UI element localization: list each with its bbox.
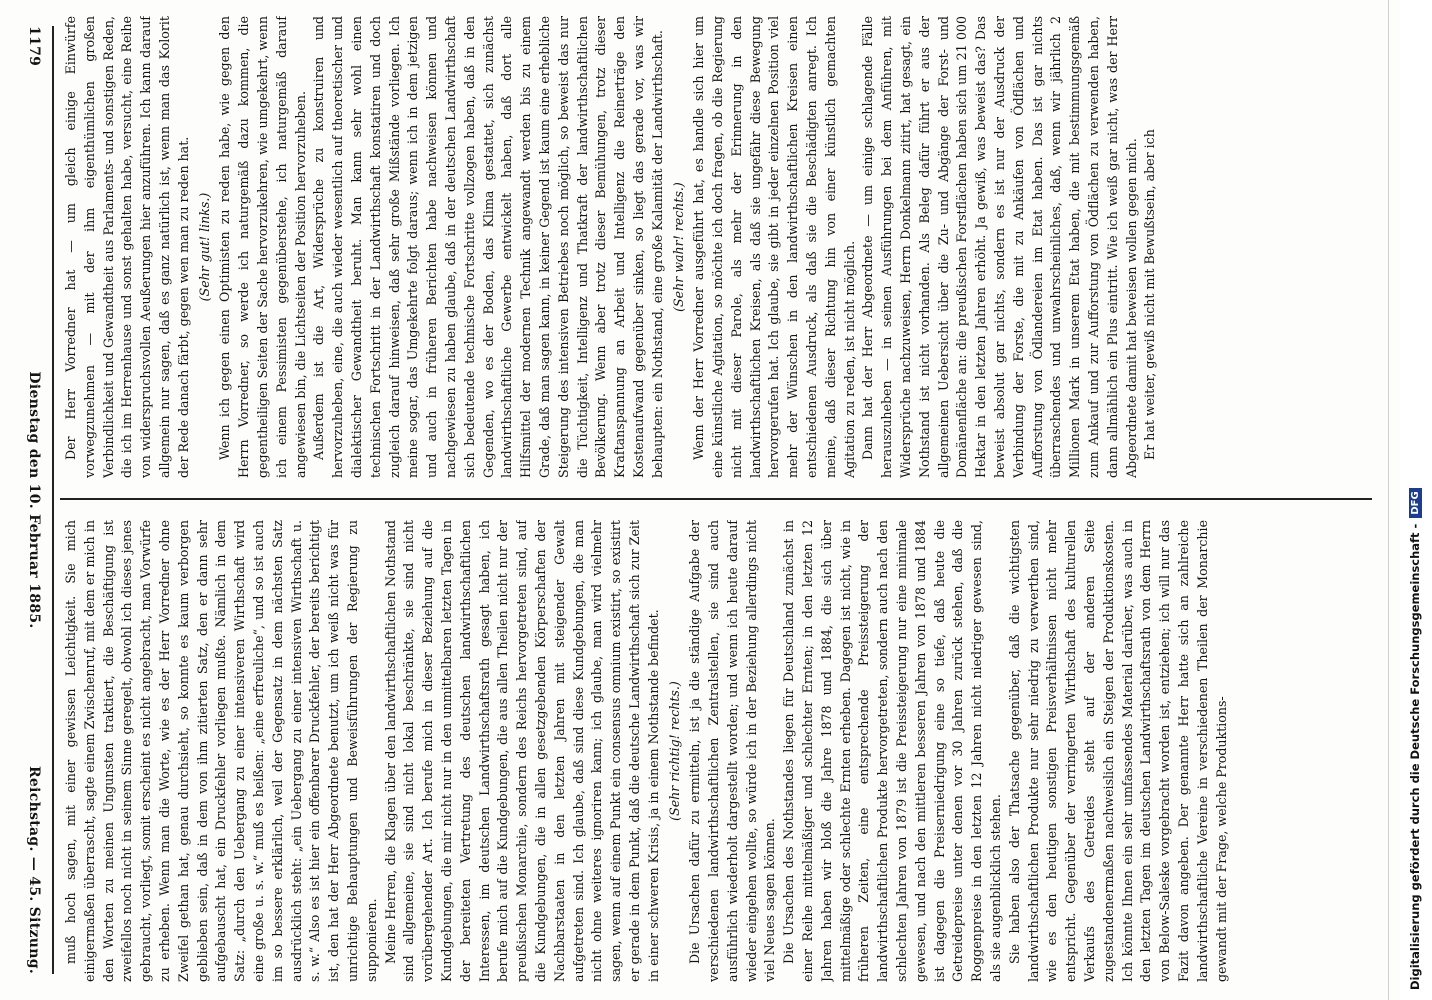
paragraph: Die Ursachen dafür zu ermitteln, ist ja die ständige Aufgabe der verschiedenen landwirthschaftlichen Zentralstellen, sie sind auch ausführlich wiederholt dargestellt worden; und wenn ich heute darauf wieder eingehen wollte, so würde ich in der Beziehung allerdings nicht viel Neues sagen können. (687, 520, 778, 982)
paragraph: Meine Herren, die Klagen über den landwirthschaftlichen Nothstand sind allgemeine, sie sind nicht lokal beschränkte, sie sind nicht vorübergehender Art. Ich berufe mich in dieser Beziehung auf die Kundgebungen, die mir nicht nur in den unmittelbaren letzten Tagen in der bereiteten Vertretung des deutschen landwirthschaftlichen Interessen, im deutschen Landwirthschaftsrath gesagt haben, ich berufe mich auf die Kundgebungen, die aus allen Theilen nicht nur der preußischen Monarchie, sondern des Reichs hervorgetreten sind, auf die Kundgebungen, die in allen gesetzgebenden Körperschaften der Nachbarstaaten in den letzten Jahren mit steigender Gewalt aufgetreten sind. Ich glaube, daß sind diese Kundgebungen, die man nicht ohne weiteres ignoriren kann; ich glaube, man wird vielmehr sagen, wenn auf einem Punkt ein consensus omnium existirt, so existirt er gerade in dem Punkt, daß die deutsche Landwirthschaft sich zur Zeit in einer schweren Krisis, ja in einem Nothstande befindet. (382, 520, 661, 982)
paragraph: Der Herr Vorredner hat — um gleich einige Einwürfe vorwegzunehmen — mit der ihm eigenthümlichen großen Verbindlichkeit und Gewandtheit aus Parlaments- und sonstigen Reden, die ich im Herrenhause und sonst gehalten habe, versucht, eine Reihe von widerspruchsvollen Aeußerungen hier anzuführen. Ich kann darauf allgemein nur sagen, daß es ganz natürlich ist, wenn man das Kolorit der Rede danach färbt, gegen wen man zu reden hat. (63, 16, 191, 478)
dfg-logo-icon: DFG (1409, 488, 1422, 517)
paragraph: Wenn ich gegen einen Optimisten zu reden habe, wie gegen den Herrn Vorredner, so werde ich naturgemäß dazu kommen, die gegentheiligen Seiten der Sache hervorzukehren, wie umgekehrt, wenn ich einem Pessimisten gegenüberstehe, ich naturgemäß darauf angewiesen bin, die Lichtseiten der Position hervorzuheben. (217, 16, 308, 478)
paragraph: Wenn der Herr Vorredner ausgeführt hat, es handle sich hier um eine künstliche Agitation, so möchte ich doch fragen, ob die Regierung nicht mit dieser Parole, als mehr der Erinnerung in den landwirthschaftlichen Kreisen, als daß sie ungefähr diese Bewegung hervorgerufen hat. Ich glaube, sie gibt in jeder einzelnen Position viel mehr der Wünschen in den landwirthschaftlichen Kreisen einen entschiedenen Ausdruck, als daß sie die Beschädigten anregt. Ich meine, daß dieser Richtung hin von einer künstlich gemachten Agitation zu reden, ist nicht möglich. (691, 16, 857, 478)
paragraph: Sie haben also der Thatsache gegenüber, daß die wichtigsten landwirthschaftlichen Produkte nur sehr niedrig zu verwerthen sind, wie es den heutigen sonstigen Preisverhältnissen nicht mehr entspricht. Gegenüber der verringerten Wirthschaft des kulturellen Verkaufs des Getreides steht auf der anderen Seite zugestandenermaßen nachweislich ein Steigen der Produktionskosten. Ich könnte Ihnen ein sehr umfassendes Material darüber, was auch in den letzten Tagen im deutschen Landwirthschaftsrath von dem Herrn von Below-Saleske vorgebracht worden ist, entziehen; ich will nur das Fazit davon angeben. Der genannte Herr hatte sich an zahlreiche landwirthschaftliche Vereine in verschiedenen Theilen der Monarchie gewandt mit der Frage, welche Produktions- (1006, 520, 1229, 982)
credit-label: Digitalisierung gefördert durch die Deutsche Forschungsgemeinschaft - (1408, 523, 1422, 990)
paragraph: Außerdem ist die Art, Widersprüche zu konstruiren und hervorzuheben, eine, die auch wieder wesentlich auf theoretischer und dialektischer Gewandtheit beruht. Man kann sehr wohl einen technischen Fortschritt in der Landwirthschaft konstatiren und doch zugleich darauf hinweisen, daß sehr große Mißstände vorliegen. Ich meine sogar, das Umgekehrte folgt daraus; wenn ich in dem jetzigen und auch in früheren Berichten habe nachweisen können und nachgewiesen zu haben glaube, daß in der deutschen Landwirthschaft sich bedeutende technische Fortschritte vollzogen haben, daß in den Gegenden, wo es der Boden, das Klima gestattet, sich zunächst landwirthschaftliche Gewerbe entwickelt haben, daß dort alle Hilfsmittel der modernen Technik angewandt werden bis zu einem Grade, daß man sagen kann, in keiner Gegend ist kaum eine erhebliche Steigerung des intensiven Betriebes noch möglich, so beweist das nur die Tüchtigkeit, Intelligenz und Thatkraft der landwirthschaftlichen Bevölkerung. Wenn aber trotz dieser Bemühungen, trotz dieser Kraftanspannung an Arbeit und Intelligenz die Reinerträge den Kostenaufwand gegenüber sinken, so liegt das gerade vor, was wir behaupten: ein Nothstand, eine große Kalamität der Landwirthschaft. (311, 16, 665, 478)
header-date: Dienstag den 10. Februar 1885. (26, 371, 42, 629)
page-header (18, 26, 46, 974)
interjection: (Sehr wahr! rechts.) (670, 182, 686, 312)
scan-edge-line (1388, 0, 1389, 1000)
paragraph: muß hoch sagen, mit einer gewissen Leichtigkeit. Sie mich einigermaßen überrascht, sagte einem Zwischenruf, mit dem er mich in den Worten zu meinen Ungunsten traktiert, die Beschäftigung ist zweifellos noch nicht in seinem Sinne geregelt, obwohl ich dieses jenes gebraucht, vorliegt, somit erscheint es nicht angebracht, man Vorwürfe zu erheben. Wenn man die Worte, wie es der Herr Vorredner ohne Zweifel gethan hat, genau durchsieht, so konnte es kaum verborgen geblieben sein, daß in dem von ihm zitierten Satz, den er dann sehr aufgebauscht hat, ein Druckfehler vorliegen mußte. Nämlich in dem Satz: „durch den Uebergang zu einer intensiveren Wirthschaft wird eine große u. s. w.“ muß es heißen: „eine erfreuliche“, und so ist auch im so bessere erklärlich, weil der Gegensatz in dem nächsten Satz ausdrücklich steht: „ein Uebergang zu einer intensiven Wirthschaft u. s. w.“ Also es ist hier ein offenbarer Druckfehler, der bereits berichtigt ist, den hat der Herr Abgeordnete benutzt, um ich weiß nicht was für unrichtige Behauptungen und Beweisführungen der Regierung zu supponieren. (63, 520, 379, 982)
text-column-right (62, 16, 1370, 478)
header-session: Reichstag. — 45. Sitzung. (26, 766, 42, 974)
column-divider (60, 498, 1372, 500)
paragraph: Er hat weiter, gewiß nicht mit Bewußtsein, aber ich (1142, 129, 1158, 460)
paragraph: Dann hat der Herr Abgeordnete — um einige schlagende Fälle herauszuheben — in seinen Ausführungen bei dem Anführen, mit Widersprüche nachzuweisen, Herrn Donkelmann zitirt, hat gesagt, ein Nothstand ist nicht vorhanden. Als Beleg dafür führt er aus der allgemeinen Uebersicht über die Zu- und Abgänge der Forst- und Domänenfläche an: die preußischen Forstflächen haben sich um 21 000 Hektar in den letzten Jahren erhöht. Ja gewiß, was beweist das? Das beweist absolut gar nichts, sondern es ist nur der Ausdruck der Verbindung der Forste, die mit zu Ankäufen von Ödflächen und Aufforstung von Ödlandereien im Etat haben. Das ist gar nichts überraschendes und unwahrscheinliches, daß, wenn wir jährlich 2 Millionen Mark in unserem Etat haben, die mit bestimmungsgemäß zum Ankauf und zur Aufforstung von Ödflächen zu verwenden haben, dann allmählich ein Plus eintritt. Wie ich weiß gar nicht, was der Herr Abgeordnete damit hat beweisen wollen gegen mich. (860, 16, 1139, 478)
header-rule (52, 26, 54, 974)
credit-strip (1400, 0, 1432, 1000)
interjection: (Sehr gut! links.) (196, 192, 212, 302)
paragraph: Die Ursachen des Nothstandes liegen für Deutschland zunächst in einer Reihe mittelmäßiger und schlechter Ernten; in den letzten 12 Jahren haben wir bloß die Jahre 1878 und 1884, die sich über mittelmäßige oder schlechte Ernten erheben. Dagegen ist nicht, wie in früheren Zeiten, eine entsprechende Preissteigerung der landwirthschaftlichen Produkte hervorgetreten, sondern auch nach den schlechten Jahren von 1879 ist die Preissteigerung nur eine minimale gewesen, und nach den mittleren besseren Jahren von 1878 und 1884 ist dagegen die Preiserniedrigung eine so tiefe, daß heute die Getreidepreise unter denen vor 30 Jahren zurück stehen, daß die Roggenpreise in den letzten 12 Jahren nicht niedriger gewesen sind, als sie augenblicklich stehen. (781, 520, 1004, 982)
text-column-left (62, 520, 1370, 982)
credit-text (1402, 0, 1428, 990)
interjection: (Sehr richtig! rechts.) (666, 681, 682, 821)
header-page-number: 1179 (26, 26, 42, 67)
